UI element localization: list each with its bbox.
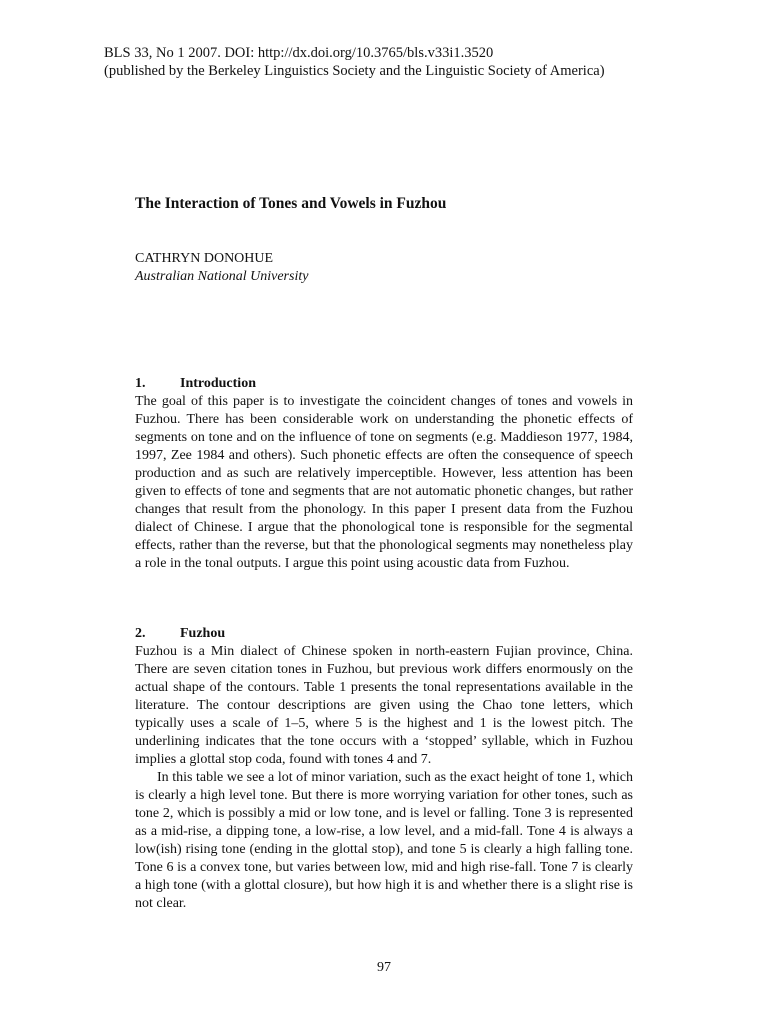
section-heading: [135, 375, 633, 393]
section-title: Fuzhou: [180, 626, 226, 641]
section-title: Introduction: [180, 376, 256, 391]
section-heading: [135, 625, 633, 643]
page-number: 97: [377, 960, 391, 975]
author-affiliation: Australian National University: [135, 269, 309, 284]
paragraph: The goal of this paper is to investigate the coincident changes of tones and vowels in Fuzhou. There has been considerable work on understanding the phonetic effects of segments on tone and on the influence of tone on segments (e.g. Maddieson 1977, 1984, 1997, Zee 1984 and others). Such phonetic effects are often the consequence of speech production and as such are relatively imperceptible. However, less attention has been given to effects of tone and segments that are not automatic phonetic changes, but rather changes that result from the phonology. In this paper I present data from the Fuzhou dialect of Chinese. I argue that the phonological tone is responsible for the segmental effects, rather than the reverse, but that the phonological segments may nonetheless play a role in the tonal outputs. I argue this point using acoustic data from Fuzhou.: [135, 394, 633, 571]
paragraph: In this table we see a lot of minor variation, such as the exact height of tone 1, which is clearly a high level tone. But there is more worrying variation for other tones, such as tone 2, which is possibly a mid or low tone, and is level or falling. Tone 3 is represented as a mid-rise, a dipping tone, a low-rise, a low level, and a mid-fall. Tone 4 is always a low(ish) rising tone (ending in the glottal stop), and tone 5 is clearly a high falling tone. Tone 6 is a convex tone, but varies between low, mid and high rise-fall. Tone 7 is clearly a high tone (with a glottal closure), but how high it is and whether there is a slight rise is not clear.: [135, 770, 633, 911]
citation-header: [104, 44, 605, 80]
paper-title: The Interaction of Tones and Vowels in Fuzhou: [135, 195, 447, 212]
publisher-line: (published by the Berkeley Linguistics Society and the Linguistic Society of America): [104, 63, 605, 79]
paragraph: Fuzhou is a Min dialect of Chinese spoken in north-eastern Fujian province, China. There are seven citation tones in Fuzhou, but previous work differs enormously on the actual shape of the contours. Table 1 presents the tonal representations available in the literature. The contour descriptions are given using the Chao tone letters, which typically uses a scale of 1–5, where 5 is the highest and 1 is the lowest pitch. The underlining indicates that the tone occurs with a ‘stopped’ syllable, which in Fuzhou implies a glottal stop coda, found with tones 4 and 7.: [135, 644, 633, 767]
author-name: CATHRYN DONOHUE: [135, 251, 274, 266]
section-fuzhou: [135, 625, 633, 913]
section-number: 1.: [135, 376, 146, 391]
section-introduction: [135, 375, 633, 573]
author-block: [135, 250, 308, 286]
doi-line: BLS 33, No 1 2007. DOI: http://dx.doi.org/10.3765/bls.v33i1.3520: [104, 45, 494, 61]
section-number: 2.: [135, 626, 146, 641]
